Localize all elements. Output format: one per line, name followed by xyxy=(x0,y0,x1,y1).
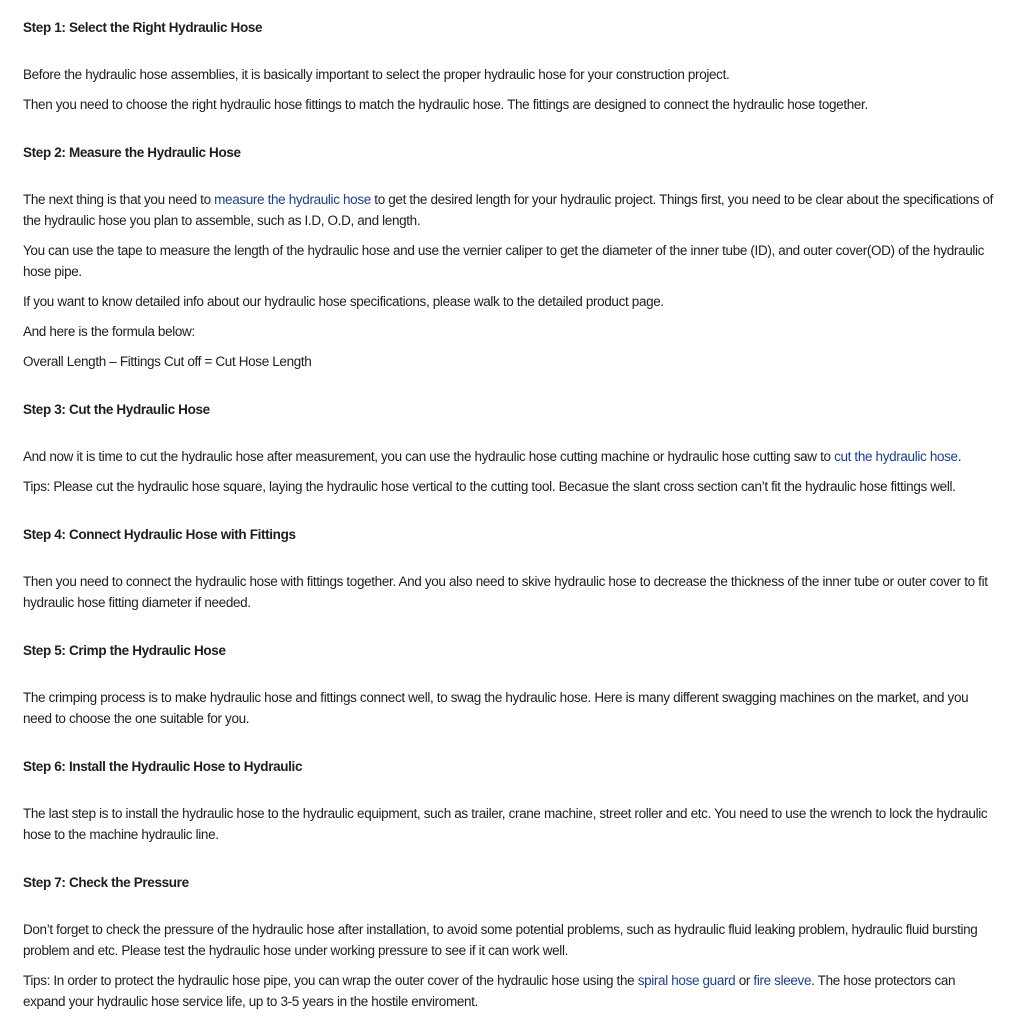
inline-link[interactable]: cut the hydraulic hose xyxy=(834,449,958,464)
step-paragraph xyxy=(23,291,999,312)
step-paragraph xyxy=(23,476,999,497)
text-run: Then you need to connect the hydraulic hose with fittings together. And you also need to skive hydraulic hose to decrease the thickness of the inner tube or outer cover to fit hydraulic hose fitting diameter if needed. xyxy=(23,574,988,610)
step-paragraph xyxy=(23,446,999,467)
text-run: If you want to know detailed info about our hydraulic hose specifications, please walk to the detailed product page. xyxy=(23,294,664,309)
text-run: or xyxy=(735,973,754,988)
step-paragraph xyxy=(23,351,999,372)
step-paragraph xyxy=(23,240,999,282)
text-run: Before the hydraulic hose assemblies, it is basically important to select the proper hydraulic hose for your construction project. xyxy=(23,67,730,82)
step-heading: Step 3: Cut the Hydraulic Hose xyxy=(23,402,210,417)
text-run: The crimping process is to make hydraulic hose and fittings connect well, to swag the hydraulic hose. Here is many different swagging machines on the market, and you need to choose the one suitable for you. xyxy=(23,690,969,726)
step-heading: Step 6: Install the Hydraulic Hose to Hydraulic xyxy=(23,759,303,774)
text-run: to get the desired length for your hydraulic project. Things first, you need to be clear about the specifications of the hydraulic hose you plan to assemble, such as I.D, O.D, and length. xyxy=(23,192,994,228)
step-paragraph xyxy=(23,189,999,231)
text-run: And here is the formula below: xyxy=(23,324,195,339)
text-run: Tips: In order to protect the hydraulic hose pipe, you can wrap the outer cover of the hydraulic hose using the xyxy=(23,973,638,988)
step-heading: Step 7: Check the Pressure xyxy=(23,875,189,890)
text-run: You can use the tape to measure the length of the hydraulic hose and use the vernier caliper to get the diameter of the inner tube (ID), and outer cover(OD) of the hydraulic hose pipe. xyxy=(23,243,985,279)
text-run: The next thing is that you need to xyxy=(23,192,215,207)
step-paragraph xyxy=(23,687,999,729)
text-run: . The hose protectors can expand your hydraulic hose service life, up to 3-5 years in the hostile enviroment. xyxy=(23,973,956,1009)
inline-link[interactable]: spiral hose guard xyxy=(637,973,736,988)
step-paragraph xyxy=(23,919,999,961)
step-heading: Step 4: Connect Hydraulic Hose with Fittings xyxy=(23,527,296,542)
inline-link[interactable]: measure the hydraulic hose xyxy=(214,192,371,207)
inline-link[interactable]: fire sleeve xyxy=(753,973,812,988)
text-run: . xyxy=(957,449,962,464)
step-paragraph xyxy=(23,803,999,845)
text-run: Then you need to choose the right hydraulic hose fittings to match the hydraulic hose. The fittings are designed to connect the hydraulic hose together. xyxy=(23,97,868,112)
step-paragraph xyxy=(23,94,999,115)
step-paragraph xyxy=(23,321,999,342)
step-heading: Step 2: Measure the Hydraulic Hose xyxy=(23,145,241,160)
text-run: Tips: Please cut the hydraulic hose square, laying the hydraulic hose vertical to the cutting tool. Becasue the slant cross section can’t fit the hydraulic hose fittings well. xyxy=(23,479,956,494)
step-paragraph xyxy=(23,64,999,85)
text-run: The last step is to install the hydraulic hose to the hydraulic equipment, such as trailer, crane machine, street roller and etc. You need to use the wrench to lock the hydraulic hose to the machine hydraulic line. xyxy=(23,806,988,842)
step-heading: Step 1: Select the Right Hydraulic Hose xyxy=(23,20,263,35)
text-run: Don’t forget to check the pressure of the hydraulic hose after installation, to avoid some potential problems, such as hydraulic fluid leaking problem, hydraulic fluid bursting problem and etc. Please test the hydraulic hose under working pressure to see if it can work well. xyxy=(23,922,978,958)
step-paragraph xyxy=(23,970,999,1012)
text-run: And now it is time to cut the hydraulic hose after measurement, you can use the hydraulic hose cutting machine or hydraulic hose cutting saw to xyxy=(23,449,835,464)
text-run: Overall Length – Fittings Cut off = Cut Hose Length xyxy=(23,354,312,369)
step-paragraph xyxy=(23,571,999,613)
step-heading: Step 5: Crimp the Hydraulic Hose xyxy=(23,643,226,658)
